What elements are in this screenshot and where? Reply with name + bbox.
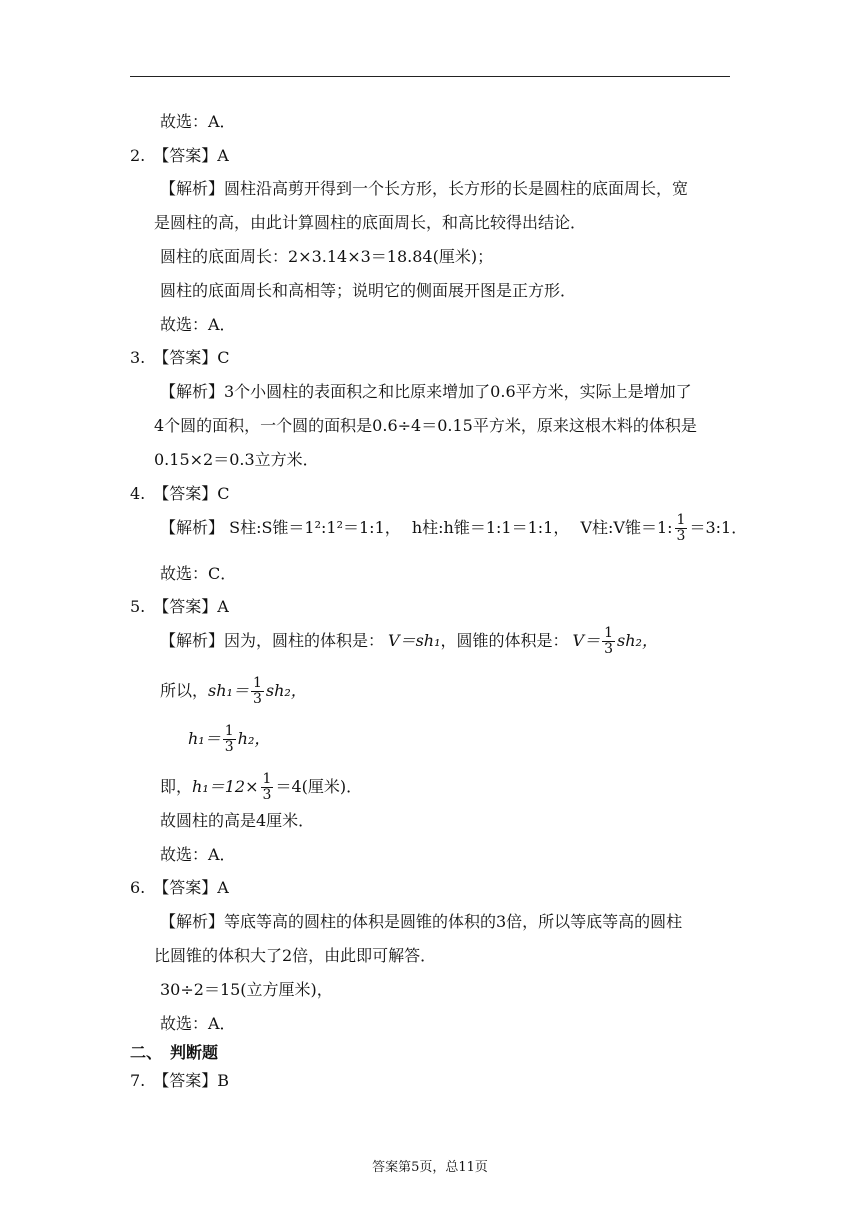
question-4-analysis [160, 513, 747, 544]
question-4-answer: 4. 【答案】C [130, 484, 230, 503]
question-5-answer: 5. 【答案】A [130, 597, 229, 616]
analysis-label: 【解析】 [160, 518, 225, 537]
volume-ratio: V柱:V锥＝1: [580, 518, 673, 537]
volume-ratio-result: ＝3:1． [689, 518, 748, 537]
section-heading: 二、 判断题 [130, 1043, 219, 1062]
question-7-answer: 7. 【答案】B [130, 1071, 230, 1090]
question-5-step-2: h₁＝ $\frac{1}{3}$ h₂， [188, 723, 271, 755]
question-5-analysis: 【解析】因为，圆柱的体积是： V＝sh₁，圆锥的体积是： V＝ $\frac{1}{3}$ sh₂， [160, 625, 658, 657]
question-2-calc: 圆柱的底面周长：2×3.14×3＝18.84(厘米)； [160, 247, 494, 266]
question-5-step-3: 即，h₁＝12× $\frac{1}{3}$ ＝4(厘米)． [160, 771, 363, 803]
question-2-answer: 2. 【答案】A [130, 146, 229, 165]
question-3-answer: 3. 【答案】C [130, 348, 230, 367]
question-5-step-1: 所以，sh₁＝ $\frac{1}{3}$ sh₂， [160, 675, 307, 707]
fraction: $\frac{1}{3}$ [262, 771, 272, 803]
question-5-conclusion: 故圆柱的高是4厘米． [160, 811, 315, 830]
question-6-calc: 30÷2＝15(立方厘米)， [160, 980, 333, 999]
cone-volume-formula: V＝ [572, 631, 601, 650]
cylinder-volume-formula: V＝sh₁ [388, 631, 441, 650]
fraction: $\frac{1}{3}$ [604, 625, 614, 657]
header-rule [130, 76, 730, 77]
question-6-analysis-cont: 比圆锥的体积大了2倍，由此即可解答． [154, 946, 437, 965]
question-3-result: 0.15×2＝0.3立方米． [154, 450, 319, 469]
question-2-analysis-cont: 是圆柱的高，由此计算圆柱的底面周长，和高比较得出结论． [154, 213, 587, 232]
question-4-choice: 故选：C． [160, 564, 237, 583]
question-3-analysis: 【解析】3个小圆柱的表面积之和比原来增加了0.6平方米，实际上是增加了 [160, 382, 692, 401]
fraction: $\frac{1}{3}$ [676, 512, 686, 544]
question-2-choice: 故选：A． [160, 315, 236, 334]
answer-line: 故选：A． [160, 112, 236, 131]
area-ratio: S柱:S锥＝1²:1²＝1:1， [229, 518, 401, 537]
fraction: $\frac{1}{3}$ [252, 675, 262, 707]
height-ratio: h柱:h锥＝1:1＝1:1， [411, 518, 570, 537]
page-footer: 答案第5页，总11页 [372, 1160, 488, 1175]
question-5-choice: 故选：A． [160, 845, 236, 864]
question-2-analysis: 【解析】圆柱沿高剪开得到一个长方形，长方形的长是圆柱的底面周长，宽 [160, 179, 689, 198]
question-2-conclusion: 圆柱的底面周长和高相等；说明它的侧面展开图是正方形． [160, 281, 577, 300]
fraction: $\frac{1}{3}$ [224, 723, 234, 755]
question-6-choice: 故选：A． [160, 1014, 236, 1033]
question-6-analysis: 【解析】等底等高的圆柱的体积是圆锥的体积的3倍，所以等底等高的圆柱 [160, 912, 683, 931]
question-6-answer: 6. 【答案】A [130, 878, 229, 897]
question-3-analysis-cont: 4个圆的面积，一个圆的面积是0.6÷4＝0.15平方米，原来这根木料的体积是 [154, 416, 697, 435]
